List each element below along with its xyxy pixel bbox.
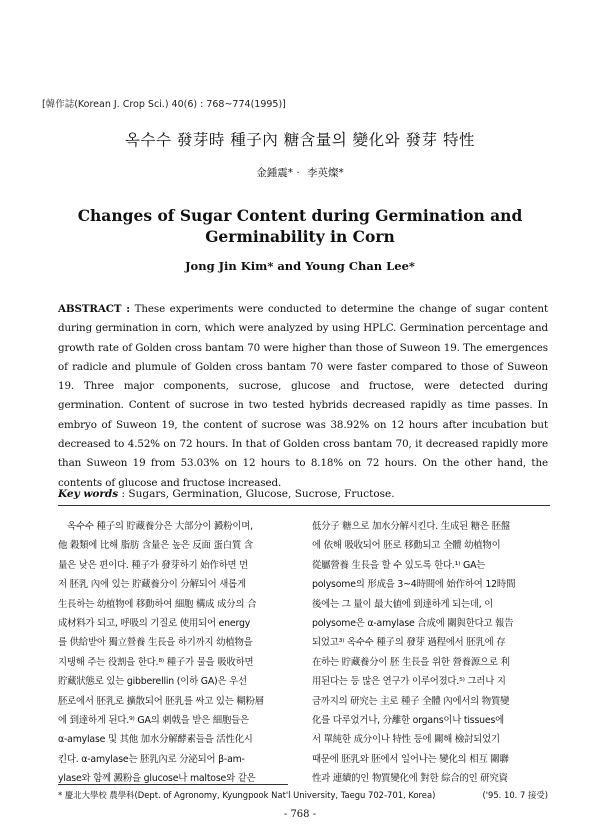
footnote [58, 789, 550, 801]
section-divider [58, 505, 550, 506]
keywords-text: : Sugars, Germination, Glucose, Sucrose, Fructose. [121, 488, 395, 500]
body-line: 用된다는 등 많은 연구가 이루어졌다.⁵⁾ 그러나 지 [312, 676, 506, 688]
body-line: 지탱해 주는 役割을 한다.⁸⁾ 種子가 물을 吸收하면 [58, 656, 254, 668]
body-line: 저 胚乳 內에 있는 貯藏養分이 分解되어 새롭게 [58, 579, 246, 591]
body-line: 從屬營養 生長을 할 수 있도록 한다.¹⁾ GA는 [312, 559, 486, 571]
page-number: - 768 - [283, 809, 317, 820]
body-line: 在하는 貯藏養分이 胚 生長을 위한 營養源으로 利 [312, 656, 510, 668]
abstract-label: ABSTRACT : [58, 303, 130, 315]
received-date: ('95. 10. 7 接受) [482, 790, 548, 800]
body-line: 貯藏狀態로 있는 gibberellin (이하 GA)은 우선 [58, 676, 247, 688]
body-line: 化를 다루었거나, 分離한 organs이나 tissues에 [312, 715, 504, 727]
body-line: 低分子 糖으로 加水分解시킨다. 生成된 糖은 胚盤 [312, 521, 510, 532]
body-line: 킨다. α-amylase는 胚乳內로 分泌되어 β-am- [58, 753, 245, 765]
footnote-affiliation: * 慶北大學校 農學科(Dept. of Agronomy, Kyungpook Nat'l University, Taegu 702-701, Korea) [58, 790, 436, 800]
footnote-divider [58, 784, 288, 785]
journal-reference: [韓作誌(Korean J. Crop Sci.) 40(6) : 768~774(1995)] [42, 99, 286, 110]
english-authors: Jong Jin Kim* and Young Chan Lee* [185, 259, 415, 273]
body-line: 되었고³⁾ 옥수수 種子의 發芽 過程에서 胚乳에 存 [312, 637, 506, 649]
body-column-right [312, 517, 550, 789]
keywords [58, 488, 548, 500]
body-line: 에 依해 吸收되어 胚로 移動되고 全體 幼植物이 [312, 540, 501, 552]
abstract-text: These experiments were conducted to determine the change of sugar content during germination in corn, which were analyzed by using HPLC. Germination percentage and growth rate of Golden cross bantam 70 were higher than those of Suweon 19. The emergences of radicle and plumule of Golden cross bantam 70 were faster compared to those of Suweon 19. Three major components, sucrose, glucose and fructose, were detected during germination. Content of sucrose in two tested hybrids decreased rapidly as time passes. In embryo of Suweon 19, the content of sucrose was 38.92% on 12 hours after incubation but decreased to 4.52% on 72 hours. In that of Golden cross bantam 70, it decreased rapidly more than Suweon 19 from 53.03% on 12 hours to 8.18% on 72 hours. On the other hand, the contents of glucose and fructose increased. [58, 303, 548, 489]
english-title: Changes of Sugar Content during Germination and Germinability in Corn [77, 206, 523, 246]
keywords-label: Key words [58, 488, 119, 500]
abstract [58, 300, 548, 493]
body-line: polysome은 α-amylase 合成에 關與한다고 報告 [312, 618, 514, 630]
body-line: 서 單純한 成分이나 特性 등에 關해 檢討되었기 [312, 734, 500, 746]
korean-author-1: 金鍾震* [256, 167, 293, 179]
body-line: ylase와 함께 澱粉을 glucose나 maltose와 같은 [58, 773, 256, 785]
body-line: 에 到達하게 된다.⁹⁾ GA의 刺戟을 받은 細胞들은 [58, 715, 249, 727]
body-line: 性과 連續的인 物質變化에 對한 綜合的인 研究資 [312, 773, 508, 785]
body-line: 量은 낮은 편이다. 種子가 發芽하기 始作하면 먼 [58, 559, 248, 571]
body-line: 를 供給받아 獨立營養 生長을 하기까지 幼植物을 [58, 637, 253, 649]
body-line: α-amylase 및 其他 加水分解酵素들을 活性化시 [58, 734, 253, 746]
body-line: 生長하는 幼植物에 移動하여 細胞 構成 成分의 合 [58, 598, 257, 610]
body-line: 금까지의 研究는 主로 種子 全體 內에서의 物質變 [312, 695, 510, 707]
author-separator: · [296, 167, 300, 179]
body-line: 胚로에서 胚乳로 擴散되어 胚乳를 싸고 있는 糊粉層 [58, 695, 264, 707]
body-line: 때문에 胚乳와 胚에서 일어나는 變化의 相互 關聯 [312, 753, 509, 765]
body-line: 他 穀類에 比해 脂肪 含量은 높은 反面 蛋白質 含 [58, 540, 253, 552]
korean-title: 옥수수 發芽時 種子內 糖含量의 變化와 發芽 特性 [125, 131, 475, 149]
body-line: polysome의 形成을 3~4時間에 始作하여 12時間 [312, 579, 516, 591]
body-line: 後에는 그 量이 最大値에 到達하게 되는데, 이 [312, 598, 494, 610]
body-line: 成材料가 되고, 呼吸의 기질로 使用되어 energy [58, 618, 251, 630]
body-line: 옥수수 種子의 貯藏養分은 大部分이 澱粉이며, [58, 521, 253, 532]
korean-authors [0, 165, 600, 180]
korean-author-2: 李英燦* [307, 167, 344, 179]
body-column-left [58, 517, 296, 789]
